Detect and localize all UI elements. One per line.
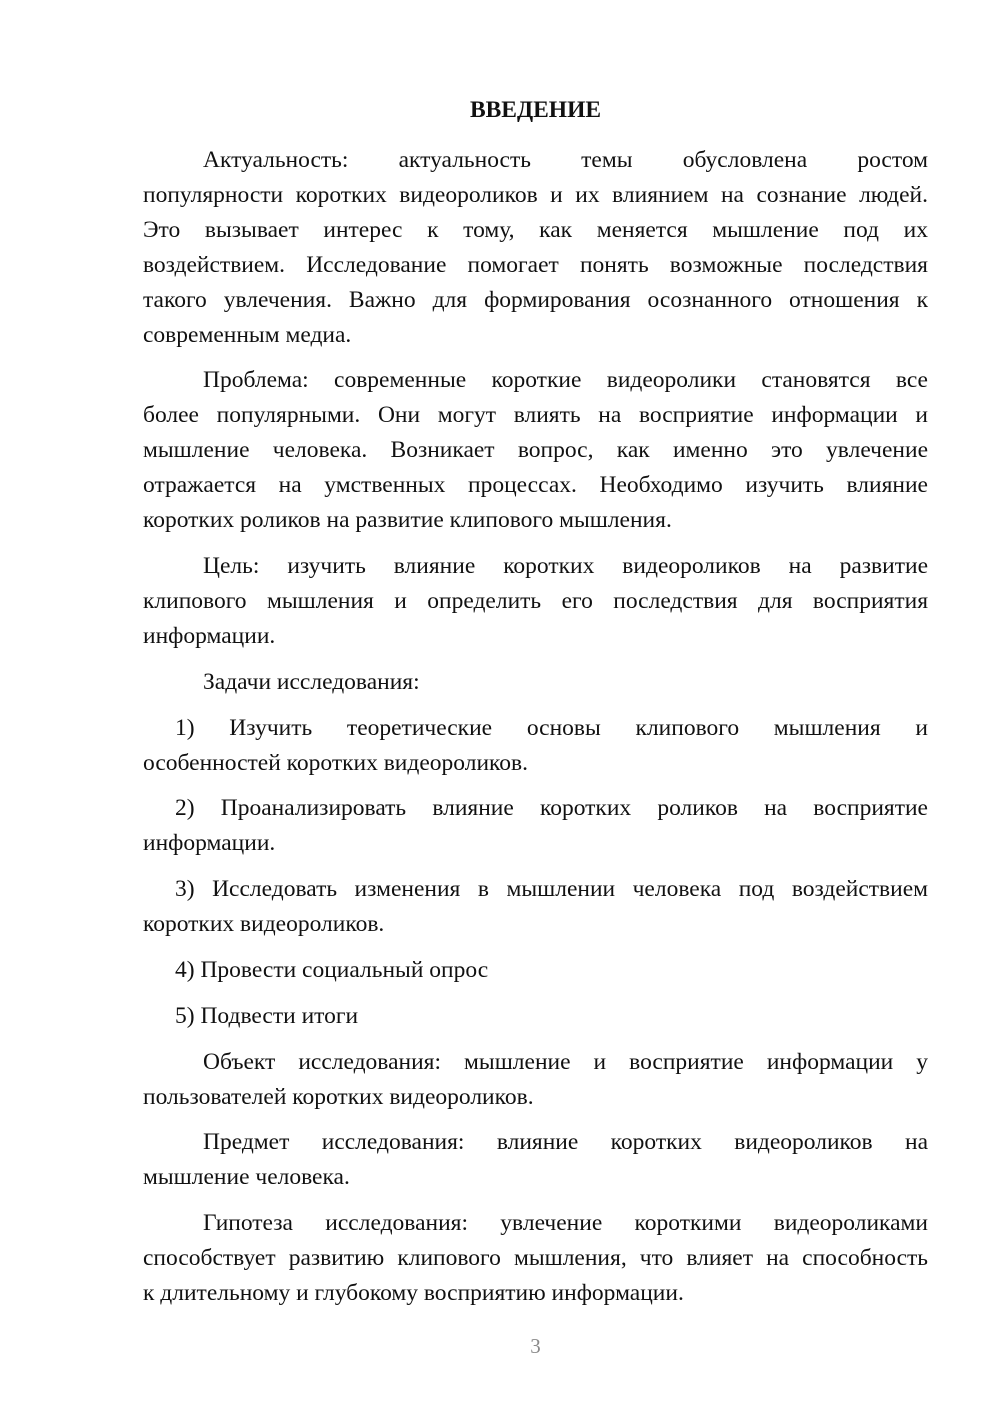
text-line: Это вызывает интерес к тому, как меняется мышление под их — [143, 216, 928, 243]
paragraph-problem — [143, 363, 928, 538]
text-line: современным медиа. — [143, 321, 352, 348]
tasks-heading — [143, 665, 928, 700]
text-line: пользователей коротких видеороликов. — [143, 1083, 534, 1110]
text-line: 1) Изучить теоретические основы клипового мышления и — [175, 714, 928, 741]
text-line: Гипотеза исследования: увлечение короткими видеороликами — [203, 1210, 928, 1237]
text-line: воздействием. Исследование помогает понять возможные последствия — [143, 251, 928, 278]
text-line: 5) Подвести итоги — [175, 1002, 359, 1029]
text-line: 4) Провести социальный опрос — [175, 957, 489, 984]
text-line: более популярными. Они могут влиять на восприятие информации и — [143, 402, 928, 429]
text-line: популярности коротких видеороликов и их влиянием на сознание людей. — [143, 181, 928, 208]
text-line: такого увлечения. Важно для формирования осознанного отношения к — [143, 286, 928, 313]
paragraph-relevance — [143, 143, 928, 353]
page-number: 3 — [530, 1334, 541, 1358]
text-line: Проблема: современные короткие видеоролики становятся все — [203, 367, 928, 394]
text-line: Объект исследования: мышление и восприятие информации у — [203, 1048, 928, 1075]
section-title: ВВЕДЕНИЕ — [469, 96, 602, 123]
paragraph-goal — [143, 549, 928, 654]
text-line: Предмет исследования: влияние коротких видеороликов на — [203, 1129, 928, 1156]
paragraph-hypothesis — [143, 1206, 928, 1311]
text-line: информации. — [143, 623, 276, 650]
page-content — [143, 93, 928, 1312]
text-line: Цель: изучить влияние коротких видеороликов на развитие — [203, 553, 928, 580]
text-line: клипового мышления и определить его последствия для восприятия — [143, 588, 928, 615]
text-line: отражается на умственных процессах. Необходимо изучить влияние — [143, 472, 928, 499]
task-item-5 — [143, 999, 928, 1034]
text-line: Актуальность: актуальность темы обусловлена ростом — [203, 146, 928, 173]
task-item-4 — [143, 953, 928, 988]
text-line: коротких видеороликов. — [143, 911, 385, 938]
task-item-1 — [143, 711, 928, 781]
text-line: к длительному и глубокому восприятию информации. — [143, 1280, 684, 1307]
task-item-2 — [143, 791, 928, 861]
task-item-3 — [143, 872, 928, 942]
text-line: мышление человека. Возникает вопрос, как именно это увлечение — [143, 437, 928, 464]
paragraph-subject — [143, 1125, 928, 1195]
text-line: коротких роликов на развитие клипового мышления. — [143, 507, 672, 534]
text-line: Задачи исследования: — [203, 668, 420, 695]
paragraph-object — [143, 1045, 928, 1115]
text-line: способствует развитию клипового мышления, что влияет на способность — [143, 1245, 928, 1272]
text-line: мышление человека. — [143, 1164, 350, 1191]
text-line: 2) Проанализировать влияние коротких роликов на восприятие — [175, 795, 928, 822]
text-line: информации. — [143, 830, 276, 857]
text-line: 3) Исследовать изменения в мышлении человека под воздействием — [175, 876, 928, 903]
text-line: особенностей коротких видеороликов. — [143, 749, 528, 776]
